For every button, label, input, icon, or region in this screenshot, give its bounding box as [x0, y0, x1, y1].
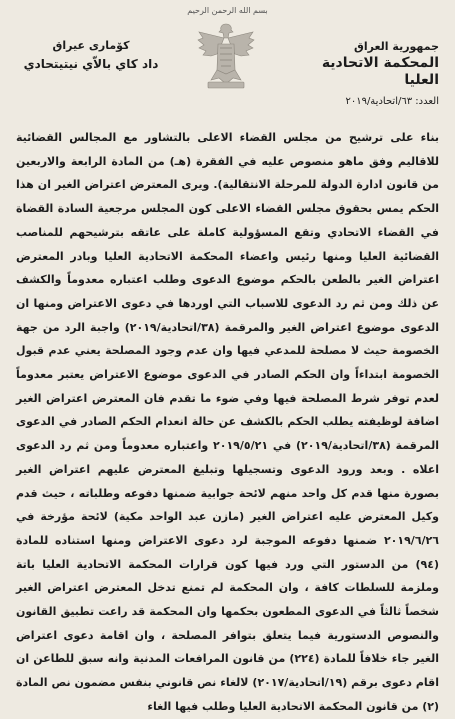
basmala: بسم الله الرحمن الرحيم — [187, 6, 268, 15]
header-country-kurdish: كوٚماری عیراق — [52, 39, 130, 52]
header-case-number: العدد: ٦٣/اتحادية/٢٠١٩ — [345, 96, 439, 107]
header-kurdish — [16, 36, 166, 74]
judgment-body-text: بناء على ترشيح من مجلس القضاء الاعلى بالتشاور مع المجالس القضائية للاقاليم وفق ماهو منصوص عليه في الفقرة (هـ) من المادة الرابعة والاربعين من قانون ادارة الدولة للمرحلة الانتقالية). ويرى المعترض اعتراض الغير ان هذا الحكم يمس بحقوق مجلس القضاء الاعلى كون المجلس مرجعية السادة القضاة في القضاء الاتحادي وتقع المسؤولية كاملة على عاتقه بترشيحهم للمناصب القضائية العليا ومنها رئيس واعضاء المحكمة الاتحادية العليا وبادر المعترض اعتراض الغير بالطعن بالحكم موضوع الدعوى وطلب اعتباره معدوماً والكشف عن ذلك ومن ثم رد الدعوى للاسباب التي اوردها في دعوى الاعتراض ومنها ان الدعوى موضوع اعتراض الغير والمرقمة (٣٨/اتحادية/٢٠١٩) واجبة الرد من جهة الخصومة حيث لا مصلحة للمدعي فيها وان عدم وجود المصلحة يعني عدم قبول الخصومة ابتداءاً وان الحكم الصادر في الدعوى موضوع الاعتراض يعتبر معدوماً لعدم توفر شرط المصلحة فيها وفي ضوء ما تقدم فان المعترض اعتراض الغير اضافة لوظيفته يطلب الحكم بالكشف عن حالة انعدام الحكم الصادر في الدعوى المرقمة (٣٨/اتحادية/٢٠١٩) في ٢٠١٩/٥/٢١ واعتباره معدوماً ومن ثم رد الدعوى اعلاه . وبعد ورود الدعوى وتسجيلها وتبليغ المعترض عليهم اعتراض الغير بصورة منها قدم كل واحد منهم لائحة جوابية ضمنها دفوعه وطلباته ، حيث قدم وكيل المعترض عليه اعتراض الغير (مازن عبد الواحد مكية) لائحة مؤرخة في ٢٠١٩/٦/٢٦ ضمنها دفوعه الموجبة لرد دعوى الاعتراض ومنها استناده للمادة (٩٤) من الدستور التي ورد فيها كون قرارات المحكمة الاتحادية العليا باتة وملزمة للسلطات كافة ، وان المحكمة لم تمنع تدخل المعترض اعتراض الغير شخصاً ثالثاً في الدعوى المطعون بحكمها وان المحكمة قد راعت تطبيق القانون والنصوص الدستورية فيما يتعلق بتوافر المصلحة ، وان اقامة دعوى اعتراض الغير جاء خلافاً للمادة (٢٢٤) من قانون المرافعات المدنية وانه سبق للطاعن ان اقام دعوى برقم (١٩/اتحادية/٢٠١٧) لالغاء نص قانوني بنفس مضمون نص المادة (٢) من قانون المحكمة الاتحادية العليا وطلب فيها الغاء — [16, 131, 440, 713]
header-arabic — [289, 38, 439, 110]
iraq-eagle-emblem-icon — [195, 18, 257, 92]
header-court-name: المحكمة الاتحادية العليا — [321, 55, 439, 88]
header-country: جمهورية العراق — [354, 40, 439, 53]
header-court-name-kurdish: داد كاي بالاّي نيتيتحادي — [23, 57, 159, 71]
